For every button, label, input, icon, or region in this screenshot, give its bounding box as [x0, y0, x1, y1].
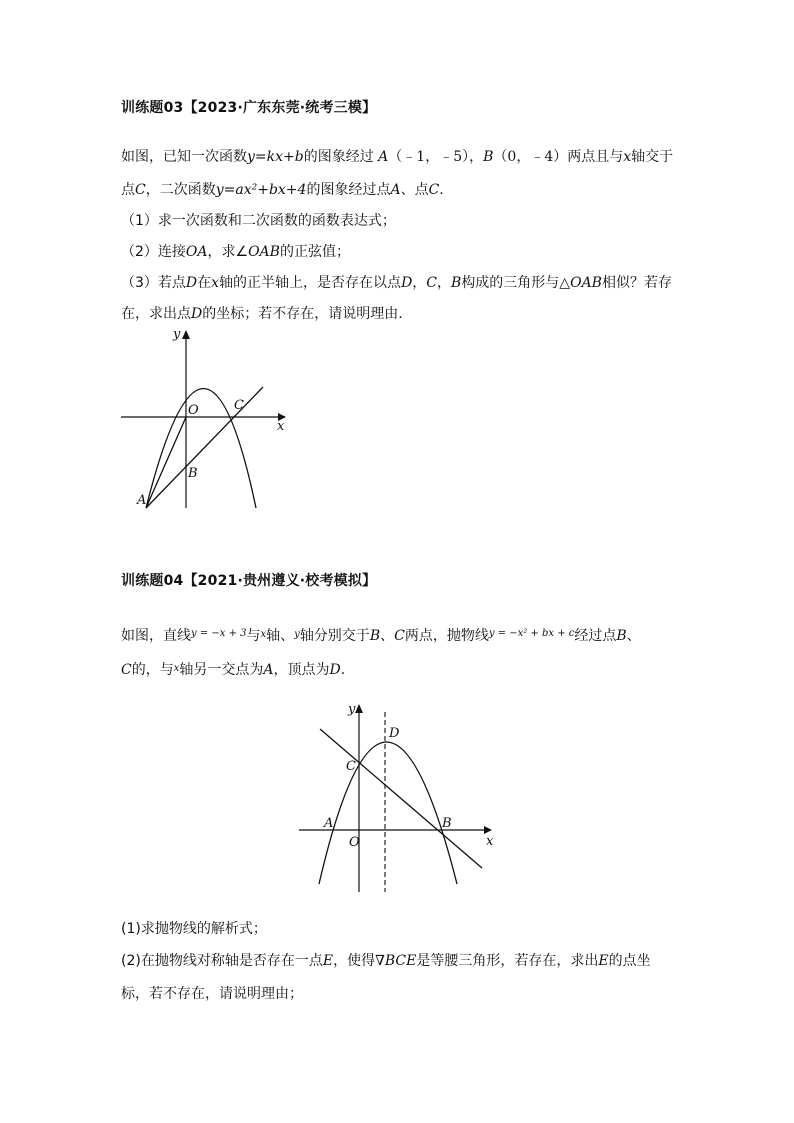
- label-c: C: [346, 759, 356, 774]
- label-y: y: [348, 702, 356, 717]
- label-o: O: [188, 403, 199, 418]
- problem3-heading: 训练题03【2023·广东东莞·统考三模】: [121, 100, 377, 116]
- problem4-question2-line1: (2)在抛物线对称轴是否存在一点E，使得∇BCE是等腰三角形，若存在，求出E的点坐: [121, 953, 651, 969]
- problem4-question1: (1)求抛物线的解析式；: [121, 921, 267, 937]
- problem3-question2: （2）连接OA，求∠OAB的正弦值；: [121, 244, 350, 260]
- problem3-question3-line2: 在，求出点D的坐标；若不存在，请说明理由.: [121, 306, 403, 322]
- problem3-intro-line2: 点C，二次函数y=ax²+bx+4的图象经过点A、点C.: [121, 182, 444, 198]
- y-axis-arrow-icon: [182, 330, 190, 339]
- label-o: O: [349, 835, 360, 850]
- segment-oa: [146, 417, 186, 508]
- x-axis-arrow-icon: [484, 826, 492, 834]
- label-d: D: [389, 726, 400, 741]
- label-b: B: [442, 816, 452, 831]
- problem4-figure: [292, 696, 502, 896]
- label-b: B: [188, 466, 198, 481]
- label-a: A: [324, 816, 334, 831]
- problem3-question3-line1: （3）若点D在x轴的正半轴上，是否存在以点D，C，B构成的三角形与△OAB相似？若存: [121, 275, 672, 291]
- problem4-intro-line2: C的，与$^x$轴另一交点为A，顶点为D.: [121, 662, 346, 678]
- line-bc: [320, 729, 482, 868]
- y-axis-arrow-icon: [355, 704, 363, 713]
- parabola-curve: [319, 742, 457, 884]
- problem3-question1: （1）求一次函数和二次函数的函数表达式；: [121, 213, 396, 229]
- problem4-question2-line2: 标，若不存在，请说明理由；: [121, 986, 303, 1002]
- problem3-intro-line1: 如图，已知一次函数y=kx+b的图象经过 A（﹣1，﹣5），B（0，﹣4）两点且与x轴交于: [121, 149, 674, 165]
- problem4-heading: 训练题04【2021·贵州遵义·校考模拟】: [121, 573, 377, 589]
- problem3-figure: [115, 320, 300, 520]
- label-x: x: [277, 419, 285, 434]
- label-y: y: [173, 327, 181, 342]
- label-x: x: [486, 834, 494, 849]
- label-c: C: [234, 398, 244, 413]
- problem4-intro-line1: 如图，直线$^{y = -x + 3}$与$^x$轴、$^y$轴分别交于B、C两点，抛物线$^{y = -x^2 + bx + c}$经过点B、: [121, 628, 641, 644]
- label-a: A: [137, 493, 147, 508]
